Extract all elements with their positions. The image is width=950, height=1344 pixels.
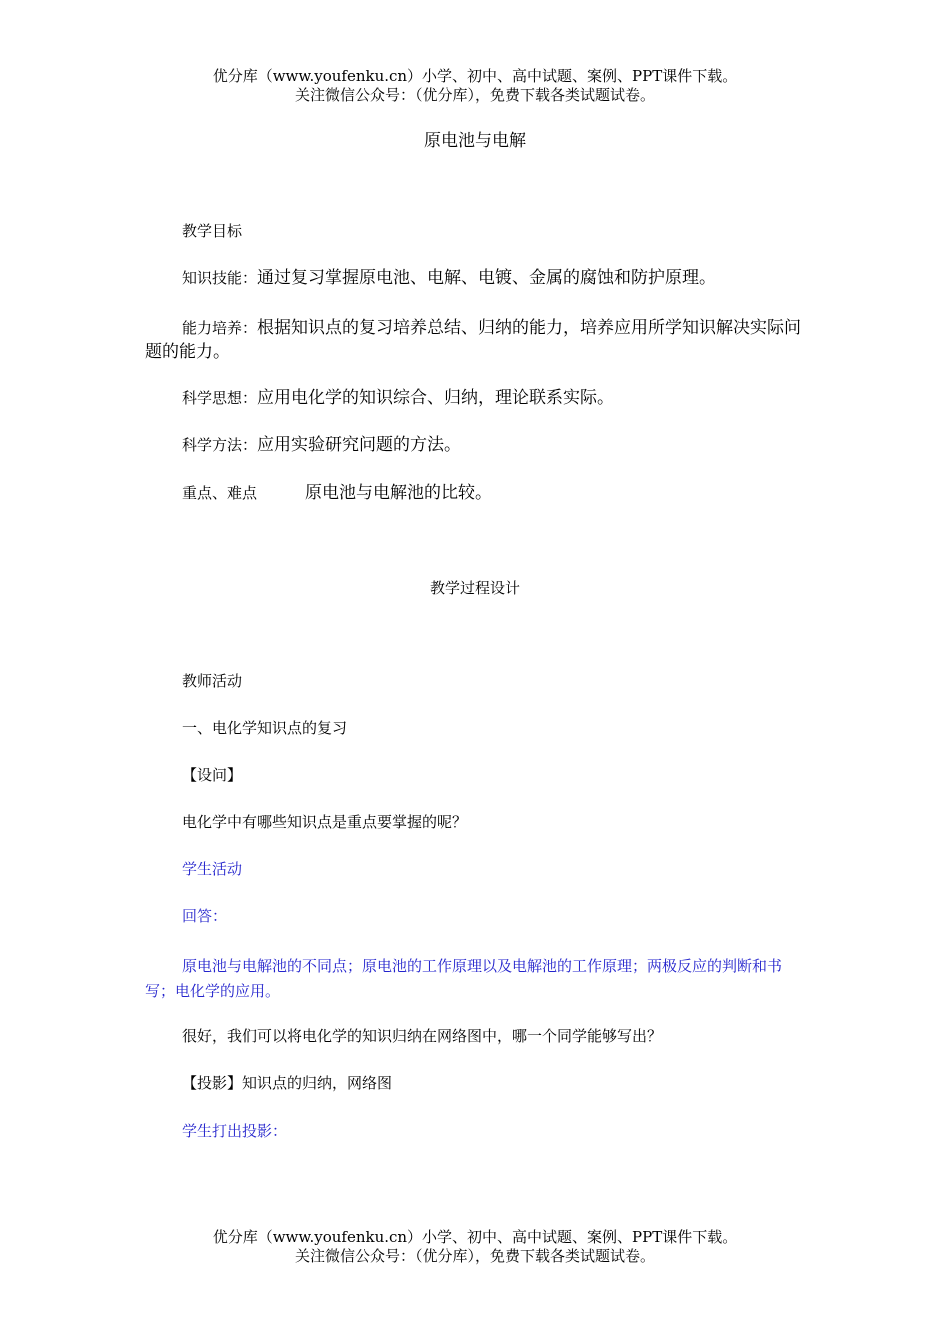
key-label: 重点、难点 xyxy=(182,484,258,502)
ability-label: 能力培养： xyxy=(182,319,258,337)
teacher-activity: 教师活动 xyxy=(182,672,243,690)
header-line-2: 关注微信公众号：（优分库），免费下载各类试题试卷。 xyxy=(294,86,655,104)
question-text: 电化学中有哪些知识点是重点要掌握的呢？ xyxy=(182,813,468,831)
process-heading: 教学过程设计 xyxy=(429,579,520,597)
knowledge-skills xyxy=(182,268,716,288)
projection xyxy=(182,1073,392,1093)
ability-training xyxy=(145,316,807,364)
knowledge-label: 知识技能： xyxy=(182,269,258,287)
answer-label: 回答： xyxy=(182,907,228,925)
scientific-method xyxy=(182,435,461,455)
section-1-heading: 一、电化学知识点的复习 xyxy=(182,719,348,737)
projection-text: 知识点的归纳，网络图 xyxy=(242,1074,393,1092)
key-text: 原电池与电解池的比较。 xyxy=(305,483,493,503)
knowledge-text: 通过复习掌握原电池、电解、电镀、金属的腐蚀和防护原理。 xyxy=(257,268,717,288)
projection-tag: 【投影】 xyxy=(182,1074,243,1092)
question-tag: 【设问】 xyxy=(182,766,243,784)
key-points xyxy=(182,483,492,503)
thought-label: 科学思想： xyxy=(182,389,258,407)
student-activity: 学生活动 xyxy=(182,860,243,878)
footer-line-1: 优分库（www.youfenku.cn）小学、初中、高中试题、案例、PPT课件下载。 xyxy=(212,1228,738,1246)
praise-text: 很好，我们可以将电化学的知识归纳在网络图中，哪一个同学能够写出？ xyxy=(182,1027,663,1045)
answer-text: 原电池与电解池的不同点；原电池的工作原理以及电解池的工作原理；两极反应的判断和书写；电化学的应用。 xyxy=(145,957,783,1000)
student-projection: 学生打出投影： xyxy=(182,1122,288,1140)
page-title: 原电池与电解 xyxy=(424,131,526,151)
header-line-1: 优分库（www.youfenku.cn）小学、初中、高中试题、案例、PPT课件下载。 xyxy=(212,67,738,85)
ability-text: 根据知识点的复习培养总结、归纳的能力，培养应用所学知识解决实际问题的能力。 xyxy=(145,318,802,362)
scientific-thought xyxy=(182,388,614,408)
footer-line-2: 关注微信公众号：（优分库），免费下载各类试题试卷。 xyxy=(294,1247,655,1265)
thought-text: 应用电化学的知识综合、归纳，理论联系实际。 xyxy=(257,388,615,408)
objectives-heading: 教学目标 xyxy=(182,222,243,240)
method-label: 科学方法： xyxy=(182,436,258,454)
method-text: 应用实验研究问题的方法。 xyxy=(257,435,462,455)
